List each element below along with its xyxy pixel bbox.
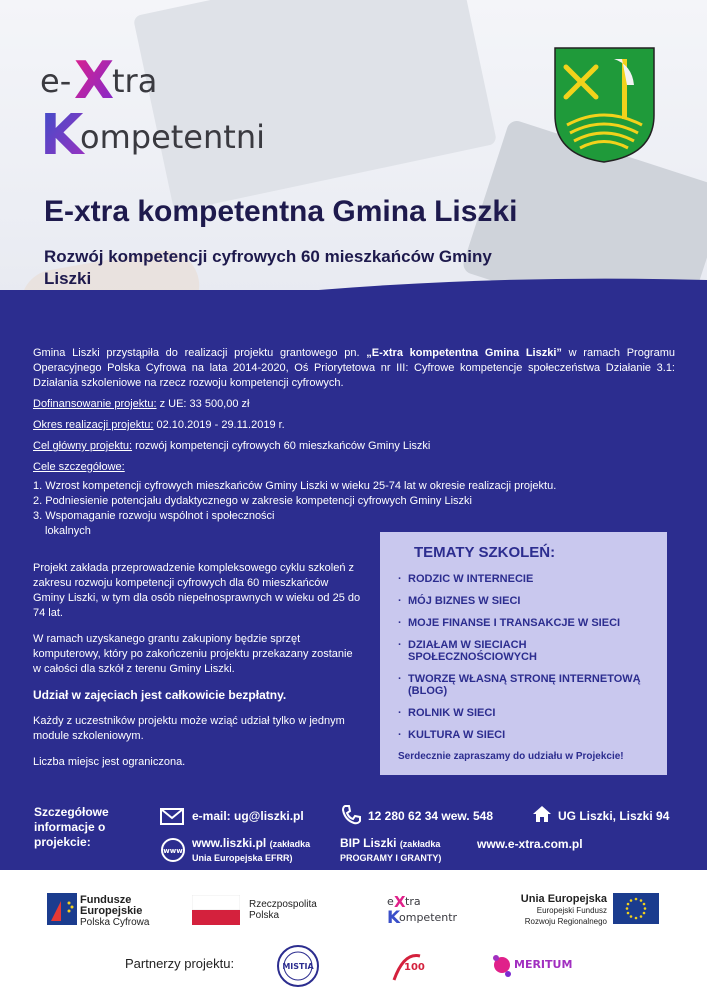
meritum-partner-logo (490, 948, 590, 982)
details-paragraph: Projekt zakłada przeprowadzenie kompleksowego cyklu szkoleń z zakresu rozwoju kompetencji cyfrowych dla 60 mieszkańców Gminy Liszki, w tym dla osób niepełnosprawnych w wieku od 25 do 74 lat. (33, 562, 361, 619)
extra-website-link[interactable]: www.e-xtra.com.pl (477, 837, 583, 851)
details-paragraph: W ramach uzyskanego grantu zakupiony będzie sprzęt komputerowy, który po zakończeniu projektu przekazany zostanie w całości dla szkół z terenu Gminy Liszki. (33, 633, 353, 675)
topic-item: · MÓJ BIZNES W SIECI (398, 595, 649, 607)
phone-icon (340, 804, 362, 826)
goal-item: 3. Wspomaganie rozwoju wspólnot i społeczności (33, 510, 275, 522)
svg-text:e-: e- (40, 62, 72, 100)
svg-text:tra: tra (405, 895, 421, 908)
svg-text:tra: tra (112, 62, 158, 100)
fe-title: Fundusze Europejskie (80, 894, 143, 917)
funding-value: z UE: 33 500,00 zł (156, 398, 250, 410)
topic-item: · ROLNIK W SIECI (398, 707, 649, 719)
mistia-text: MISTIA (282, 962, 314, 971)
intro-paragraph (33, 346, 675, 391)
free-participation-note: Udział w zajęciach jest całkowicie bezpłatny. (33, 688, 287, 702)
period-value: 02.10.2019 - 29.11.2019 r. (153, 419, 285, 431)
website-note: (zakładka Unia Europejska EFRR) (192, 839, 311, 863)
bip-link[interactable] (340, 836, 470, 864)
invitation-text: Serdecznie zapraszamy do udziału w Projekcie! (398, 751, 624, 762)
centenary-text: 100 (404, 962, 425, 973)
bip-note: (zakładka PROGRAMY I GRANTY) (340, 839, 442, 863)
ue-title: Unia Europejska (520, 893, 607, 905)
main-goal-line (33, 439, 675, 454)
period-label: Okres realizacji projektu: (33, 419, 154, 431)
topic-item: · DZIAŁAM W SIECIACH SPOŁECZNOŚCIOWYCH (398, 639, 649, 663)
funding-line (33, 397, 675, 412)
intro-text-before: Gmina Liszki przystąpiła do realizacji projektu grantowego pn. (33, 347, 367, 359)
topics-list (398, 573, 649, 741)
home-icon (532, 804, 552, 824)
svg-text:ompetentni: ompetentni (399, 911, 457, 924)
goal-item: 2. Podniesienie potencjału dydaktycznego w zakresie kompetencji cyfrowych Gminy Liszki (33, 495, 472, 507)
topics-heading: TEMATY SZKOLEŃ: (414, 544, 556, 561)
goal-item: 1. Wzrost kompetencji cyfrowych mieszkańców Gminy Liszki w wieku 25-74 lat w okresie realizacji projektu. (33, 480, 557, 492)
page-title: E-xtra kompetentna Gmina Liszki (44, 195, 518, 228)
goals-list (33, 479, 675, 539)
intro-text-after: w ramach Programu Operacyjnego Polska Cyfrowa na lata 2014-2020, Oś Priorytetowa nr III: Cyfrowe kompetencje społeczeństwa Działanie 3.1: Działania szkoleniowe na rzecz rozwoju kompetencji cyfrowych. (33, 347, 675, 389)
bip-label: BIP Liszki (340, 836, 397, 850)
extra-kompetentni-small-logo (387, 893, 477, 930)
office-address: UG Liszki, Liszki 94 (558, 809, 670, 823)
mistia-partner-logo (276, 944, 320, 988)
website-link[interactable] (192, 836, 332, 864)
topic-item: · KULTURA W SIECI (398, 729, 649, 741)
svg-text:ompetentni: ompetentni (80, 118, 265, 156)
topic-item: · RODZIC W INTERNECIE (398, 573, 649, 585)
svg-text:K: K (40, 103, 84, 168)
fe-subtitle: Polska Cyfrowa (80, 917, 150, 928)
fundusze-europejskie-logo (80, 895, 150, 928)
project-description (33, 346, 675, 539)
extra-kompetentni-logo (40, 58, 270, 168)
svg-text:X: X (394, 893, 406, 911)
centenary-partner-logo (390, 946, 432, 986)
details-paragraph: Każdy z uczestników projektu może wziąć udział tylko w jednym module szkoleniowym. (33, 715, 345, 742)
unia-europejska-logo (515, 894, 607, 927)
globe-icon (160, 837, 186, 863)
svg-text:X: X (74, 58, 115, 111)
website-url: www.liszki.pl (192, 836, 267, 850)
funding-label: Dofinansowanie projektu: (33, 398, 157, 410)
fundusze-europejskie-icon (47, 893, 77, 925)
topic-item: · MOJE FINANSE I TRANSAKCJE W SIECI (398, 617, 649, 629)
svg-text:e: e (387, 895, 394, 908)
period-line (33, 418, 675, 433)
phone-number: 12 280 62 34 wew. 548 (368, 809, 493, 823)
intro-project-name: „E-xtra kompetentna Gmina Liszki” (366, 347, 562, 359)
partners-label: Partnerzy projektu: (125, 956, 235, 971)
ue-subtitle: Europejski Fundusz Rozwoju Regionalnego (524, 906, 607, 926)
topic-item: · TWORZĘ WŁASNĄ STRONĘ INTERNETOWĄ (BLOG) (398, 673, 649, 697)
main-goal-value: rozwój kompetencji cyfrowych 60 mieszkańców Gminy Liszki (132, 440, 431, 452)
polish-flag-icon (192, 895, 240, 925)
rzeczpospolita-logo: Rzeczpospolita Polska (249, 899, 317, 921)
goal-item: lokalnych (45, 525, 91, 537)
svg-text:www: www (163, 847, 183, 855)
footer-logos (0, 870, 707, 1000)
envelope-icon (160, 808, 184, 825)
email-link[interactable]: e-mail: ug@liszki.pl (192, 809, 304, 823)
goals-label: Cele szczegółowe: (33, 461, 125, 473)
page-subtitle: Rozwój kompetencji cyfrowych 60 mieszkańców Gminy Liszki (44, 247, 492, 288)
main-goal-label: Cel główny projektu: (33, 440, 133, 452)
contact-heading: Szczegółowe informacje o projekcie: (34, 805, 109, 849)
svg-text:K: K (387, 908, 401, 927)
eu-flag-icon (613, 893, 659, 924)
details-paragraph: Liczba miejsc jest ograniczona. (33, 756, 186, 768)
meritum-text: MERITUM (514, 958, 573, 971)
training-topics-box (380, 532, 667, 775)
project-details-column (33, 561, 363, 781)
liszki-coat-of-arms (552, 45, 657, 165)
